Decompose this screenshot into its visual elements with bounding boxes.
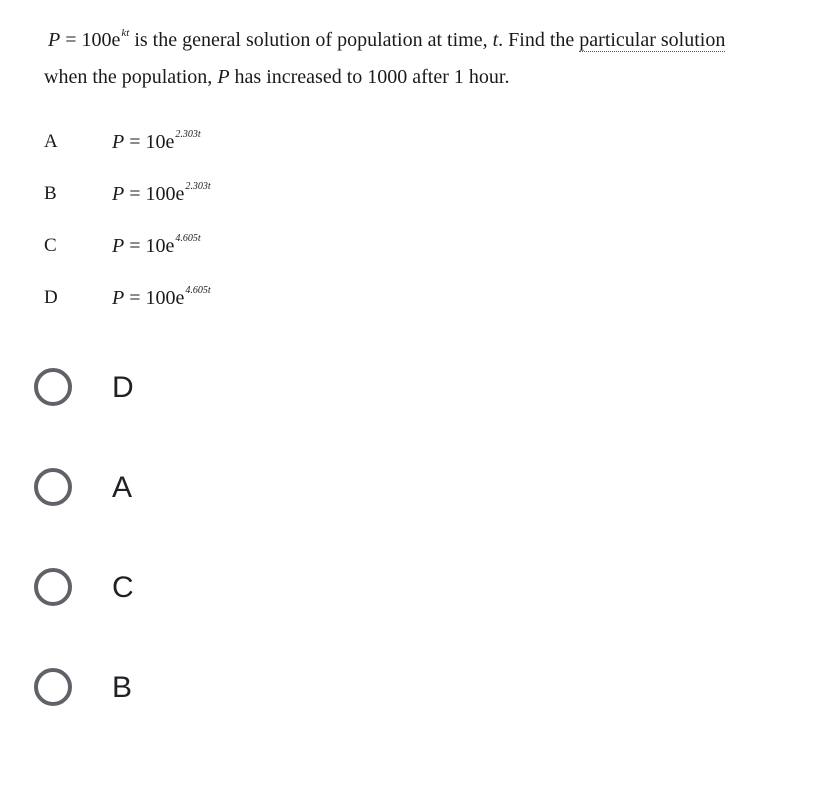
choice-d	[0, 278, 400, 318]
choice-equation	[112, 130, 201, 158]
variable-t: t	[492, 29, 499, 51]
choice-equation	[112, 182, 211, 210]
choice-letter: D	[44, 287, 58, 308]
choice-a	[0, 122, 400, 162]
equation-base: = 100e	[124, 287, 185, 309]
radio-option-b[interactable]	[30, 662, 330, 718]
equation-base: = 10e	[124, 235, 175, 257]
radio-button[interactable]	[34, 668, 72, 706]
variable-p: P	[112, 183, 125, 205]
choice-equation	[112, 234, 201, 262]
option-label: A	[112, 471, 133, 504]
variable-p: P	[112, 287, 125, 309]
question-image	[0, 0, 819, 330]
question-line-1	[48, 28, 725, 55]
radio-option-a[interactable]	[30, 462, 330, 518]
equation-exponent: 2.303t	[175, 129, 201, 140]
choice-letter: C	[44, 235, 57, 256]
equation-base: = 100e	[124, 183, 185, 205]
choice-letter: A	[44, 131, 58, 152]
radio-option-d[interactable]	[30, 362, 330, 418]
equation-exponent: 2.303t	[185, 181, 211, 192]
equation-exponent: 4.605t	[185, 285, 211, 296]
radio-button[interactable]	[34, 568, 72, 606]
equation-base: = 100e	[60, 29, 121, 51]
equation-exponent: kt	[121, 27, 130, 39]
variable-p: P	[112, 235, 125, 257]
option-label: D	[112, 371, 134, 404]
radio-button[interactable]	[34, 368, 72, 406]
option-label: B	[112, 671, 133, 704]
equation-base: = 10e	[124, 131, 175, 153]
choice-b	[0, 174, 400, 214]
question-line-2	[44, 65, 509, 89]
question-text: is the general solution of population at time,	[129, 29, 493, 51]
particular-solution-term: particular solution	[579, 29, 726, 51]
radio-option-c[interactable]	[30, 562, 330, 618]
variable-p: P	[217, 66, 230, 88]
choice-c	[0, 226, 400, 266]
equation-exponent: 4.605t	[175, 233, 201, 244]
variable-p: P	[48, 29, 61, 51]
question-text: when the population,	[44, 66, 218, 88]
choice-equation	[112, 286, 211, 314]
option-label: C	[112, 571, 134, 604]
question-text: has increased to 1000 after 1 hour.	[229, 66, 510, 88]
radio-button[interactable]	[34, 468, 72, 506]
variable-p: P	[112, 131, 125, 153]
choice-letter: B	[44, 183, 57, 204]
question-text: . Find the	[498, 29, 580, 51]
